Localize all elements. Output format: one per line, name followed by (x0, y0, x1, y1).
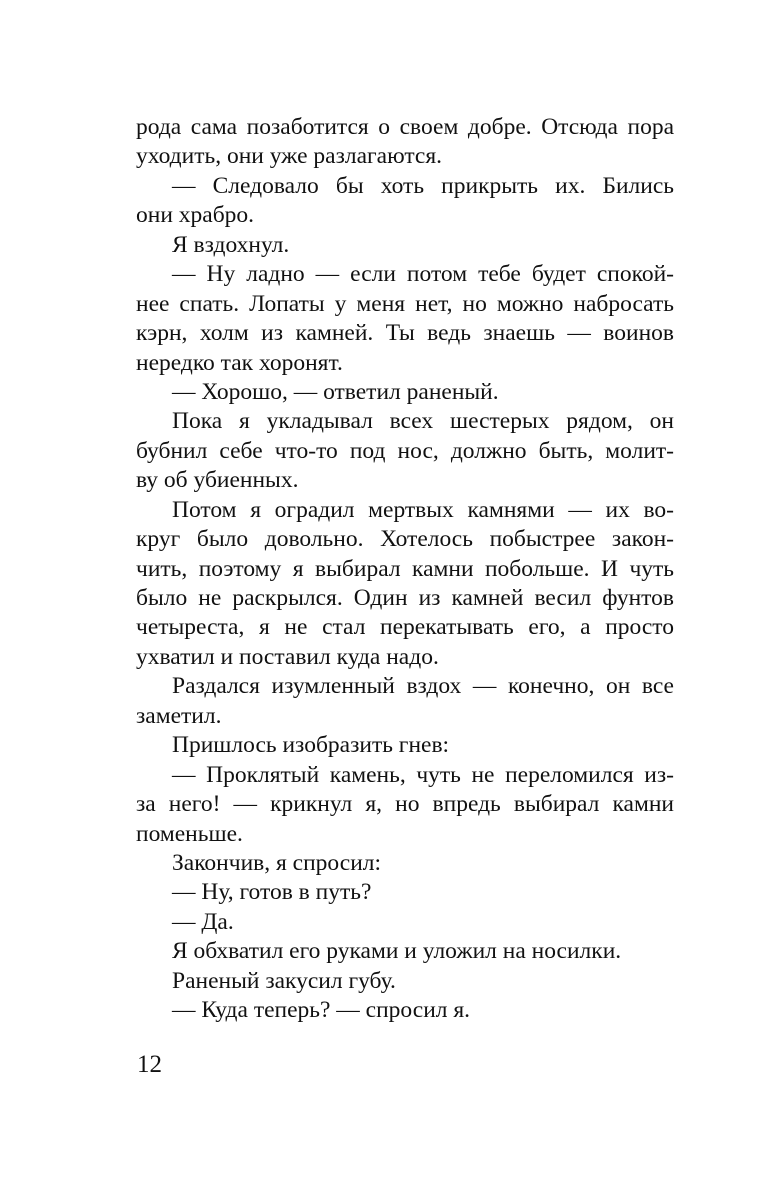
text-line: — Да. (172, 908, 234, 935)
text-line: — Ну ладно — если потом тебе будет спокой- (172, 261, 674, 288)
text-line: было не раскрылся. Один из камней весил фунтов (136, 585, 674, 611)
text-line: — Ну, готов в путь? (172, 879, 372, 906)
text-line: — Следовало бы хоть прикрыть их. Бились (172, 172, 674, 199)
text-line: чить, поэтому я выбирал камни побольше. И чуть (136, 555, 674, 582)
text-line: заметил. (136, 702, 222, 729)
text-line: Раздался изумленный вздох — конечно, он все (172, 673, 674, 700)
text-line: нее спать. Лопаты у меня нет, но можно набросать (136, 290, 674, 317)
text-line: за него! — крикнул я, но впредь выбирал камни (136, 791, 674, 818)
text-line: рода сама позаботится о своем добре. Отсюда пора (136, 114, 674, 140)
body-text (136, 113, 674, 1026)
text-line: кэрн, холм из камней. Ты ведь знаешь — воинов (136, 320, 674, 347)
text-line: — Куда теперь? — спросил я. (172, 997, 471, 1024)
text-line: они храбро. (136, 202, 255, 229)
text-line: уходить, они уже разлагаются. (136, 143, 443, 170)
text-line: Закончив, я спросил: (172, 849, 382, 876)
text-line: Пока я укладывал всех шестерых рядом, он (172, 408, 674, 435)
text-line: Раненый закусил губу. (172, 967, 396, 994)
page-number: 12 (137, 1051, 162, 1078)
text-line: Я вздохнул. (172, 231, 290, 258)
text-line: — Хорошо, — ответил раненый. (172, 378, 499, 405)
text-line: поменьше. (136, 820, 243, 847)
text-line: нередко так хоронят. (136, 349, 343, 376)
text-line: — Проклятый камень, чуть не переломился из- (172, 761, 674, 788)
text-line: Пришлось изобразить гнев: (172, 732, 450, 759)
text-line: Я обхватил его руками и уложил на носилки. (172, 938, 622, 965)
text-line: Потом я оградил мертвых камнями — их во- (172, 496, 674, 523)
text-line: ухватил и поставил куда надо. (136, 643, 439, 670)
text-line: четыреста, я не стал перекатывать его, а просто (136, 614, 674, 641)
text-line: бубнил себе что-то под нос, должно быть, молит- (136, 437, 674, 464)
text-line: ву об убиенных. (136, 467, 299, 494)
text-line: круг было довольно. Хотелось побыстрее закон- (136, 526, 674, 553)
